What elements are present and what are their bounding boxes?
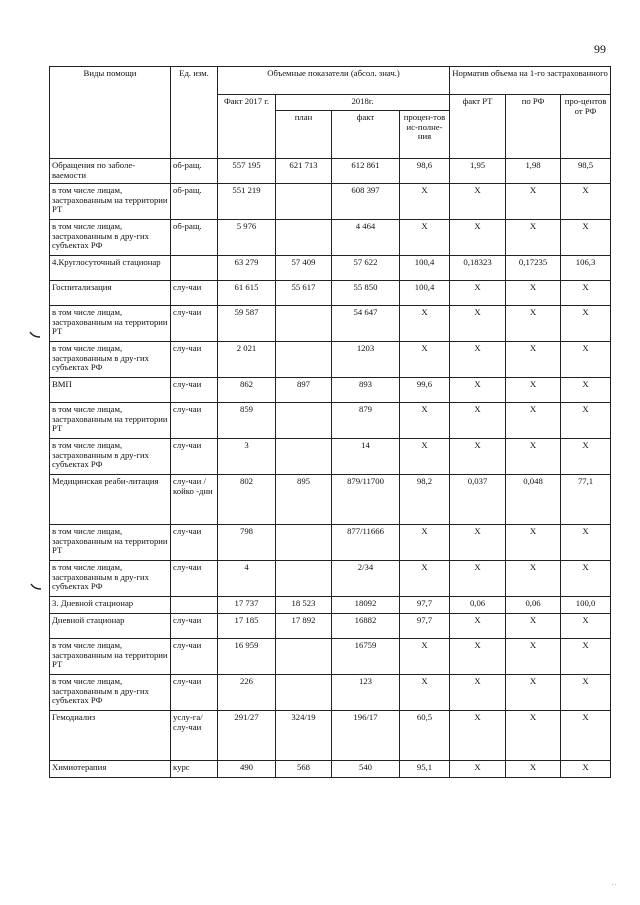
cell-plan [276,561,332,597]
cell-name: Медицинская реаби-литация [50,475,171,525]
cell-fact: 16759 [332,639,400,675]
cell-name: 3. Дневной стационар [50,597,171,614]
table-row [50,614,611,639]
cell-name: в том числе лицам, застрахованным на территории РТ [50,525,171,561]
cell-rf: Х [506,306,561,342]
cell-pct: 98,2 [400,475,450,525]
cell-prf: Х [561,711,611,761]
cell-frt: Х [450,306,506,342]
cell-prf: 77,1 [561,475,611,525]
cell-rf: Х [506,403,561,439]
cell-name: 4.Круглосуточный стационар [50,256,171,281]
cell-prf: Х [561,439,611,475]
table-row [50,306,611,342]
margin-check-mark-icon [29,331,41,339]
cell-plan: 17 892 [276,614,332,639]
cell-rf: Х [506,439,561,475]
header-rf: по РФ [506,95,561,159]
cell-name: в том числе лицам, застрахованным на территории РТ [50,639,171,675]
table-row [50,761,611,778]
cell-unit: слу-чаи [171,525,218,561]
cell-f2017: 557 195 [218,159,276,184]
cell-f2017: 4 [218,561,276,597]
cell-plan [276,639,332,675]
cell-fact: 879/11700 [332,475,400,525]
cell-f2017: 226 [218,675,276,711]
cell-rf: Х [506,525,561,561]
table-row [50,342,611,378]
cell-prf: Х [561,378,611,403]
header-norm: Норматив объема на 1-го застрахованного [450,67,611,95]
cell-name: Госпитализация [50,281,171,306]
cell-fact: 55 850 [332,281,400,306]
cell-f2017: 490 [218,761,276,778]
header-year-2018: 2018г. [276,95,450,111]
cell-plan: 897 [276,378,332,403]
cell-frt: Х [450,220,506,256]
cell-pct: Х [400,525,450,561]
cell-unit: услу-га/ слу-чаи [171,711,218,761]
cell-name: в том числе лицам, застрахованным в дру-гих субъектах РФ [50,561,171,597]
table-row [50,378,611,403]
cell-unit: слу-чаи /койко -дни [171,475,218,525]
cell-f2017: 63 279 [218,256,276,281]
cell-pct: 97,7 [400,597,450,614]
cell-fact: 14 [332,439,400,475]
cell-unit: слу-чаи [171,378,218,403]
cell-frt: Х [450,342,506,378]
cell-pct: 100,4 [400,256,450,281]
header-fact-rt: факт РТ [450,95,506,159]
cell-fact: 2/34 [332,561,400,597]
cell-fact: 879 [332,403,400,439]
cell-rf: Х [506,561,561,597]
header-percent-rf: про-центов от РФ [561,95,611,159]
header-fact-2017: Факт 2017 г. [218,95,276,159]
cell-f2017: 59 587 [218,306,276,342]
cell-rf: Х [506,614,561,639]
cell-f2017: 802 [218,475,276,525]
cell-frt: Х [450,614,506,639]
cell-pct: 60,5 [400,711,450,761]
cell-unit: об-ращ. [171,220,218,256]
cell-pct: 100,4 [400,281,450,306]
table-row [50,403,611,439]
cell-frt: Х [450,639,506,675]
cell-fact: 1203 [332,342,400,378]
cell-rf: 0,17235 [506,256,561,281]
cell-fact: 123 [332,675,400,711]
cell-prf: 106,3 [561,256,611,281]
table-row [50,256,611,281]
cell-fact: 196/17 [332,711,400,761]
table-row [50,159,611,184]
cell-pct: Х [400,306,450,342]
cell-f2017: 61 615 [218,281,276,306]
cell-plan: 895 [276,475,332,525]
cell-unit [171,256,218,281]
cell-prf: Х [561,761,611,778]
cell-fact: 18092 [332,597,400,614]
cell-prf: Х [561,561,611,597]
cell-name: в том числе лицам, застрахованным в дру-гих субъектах РФ [50,342,171,378]
cell-rf: Х [506,184,561,220]
header-plan: план [276,111,332,159]
cell-prf: Х [561,675,611,711]
cell-rf: Х [506,761,561,778]
cell-plan: 55 617 [276,281,332,306]
cell-rf: Х [506,675,561,711]
cell-rf: 0,06 [506,597,561,614]
cell-fact: 877/11666 [332,525,400,561]
cell-f2017: 2 021 [218,342,276,378]
cell-plan [276,306,332,342]
cell-name: в том числе лицам, застрахованным в дру-гих субъектах РФ [50,675,171,711]
cell-unit: слу-чаи [171,403,218,439]
table-row [50,281,611,306]
header-volume: Объемные показатели (абсол. знач.) [218,67,450,95]
cell-prf: Х [561,403,611,439]
cell-pct: 98,6 [400,159,450,184]
cell-plan: 568 [276,761,332,778]
cell-name: в том числе лицам, застрахованным в дру-гих субъектах РФ [50,439,171,475]
header-unit: Ед. изм. [171,67,218,159]
header-types: Виды помощи [50,67,171,159]
cell-prf: Х [561,281,611,306]
cell-name: в том числе лицам, застрахованным на территории РТ [50,306,171,342]
cell-rf: Х [506,639,561,675]
cell-frt: Х [450,711,506,761]
cell-pct: Х [400,675,450,711]
cell-frt: Х [450,281,506,306]
cell-f2017: 17 185 [218,614,276,639]
cell-fact: 54 647 [332,306,400,342]
cell-name: Гемодиализ [50,711,171,761]
cell-rf: Х [506,342,561,378]
header-fact: факт [332,111,400,159]
cell-frt: 0,06 [450,597,506,614]
cell-fact: 612 861 [332,159,400,184]
cell-prf: Х [561,614,611,639]
cell-plan [276,403,332,439]
cell-pct: Х [400,342,450,378]
table-row [50,439,611,475]
cell-name: в том числе лицам, застрахованным на территории РТ [50,403,171,439]
cell-pct: Х [400,561,450,597]
cell-pct: Х [400,639,450,675]
cell-plan [276,675,332,711]
cell-unit: слу-чаи [171,281,218,306]
cell-plan: 57 409 [276,256,332,281]
cell-prf: 98,5 [561,159,611,184]
cell-prf: 100,0 [561,597,611,614]
cell-prf: Х [561,525,611,561]
table-row [50,711,611,761]
cell-plan: 621 713 [276,159,332,184]
cell-pct: Х [400,439,450,475]
cell-f2017: 859 [218,403,276,439]
cell-frt: Х [450,184,506,220]
cell-plan [276,342,332,378]
cell-frt: Х [450,403,506,439]
corner-mark: ′ ′ [612,884,617,890]
cell-frt: Х [450,525,506,561]
cell-frt: Х [450,761,506,778]
cell-frt: Х [450,561,506,597]
cell-fact: 57 622 [332,256,400,281]
cell-fact: 608 397 [332,184,400,220]
cell-f2017: 3 [218,439,276,475]
table-row [50,184,611,220]
cell-pct: 99,6 [400,378,450,403]
cell-unit: слу-чаи [171,639,218,675]
cell-f2017: 16 959 [218,639,276,675]
cell-name: в том числе лицам, застрахованным на территории РТ [50,184,171,220]
cell-name: в том числе лицам, застрахованным в дру-гих субъектах РФ [50,220,171,256]
cell-frt: Х [450,378,506,403]
cell-unit: об-ращ. [171,184,218,220]
table-row [50,475,611,525]
cell-frt: 1,95 [450,159,506,184]
cell-rf: 0,048 [506,475,561,525]
margin-check-mark-icon [30,583,42,591]
cell-prf: Х [561,184,611,220]
cell-unit: слу-чаи [171,561,218,597]
cell-plan: 18 523 [276,597,332,614]
cell-unit: слу-чаи [171,614,218,639]
cell-rf: Х [506,281,561,306]
cell-pct: 97,7 [400,614,450,639]
cell-rf: 1,98 [506,159,561,184]
cell-rf: Х [506,378,561,403]
cell-unit: об-ращ. [171,159,218,184]
cell-plan [276,525,332,561]
cell-frt: 0,037 [450,475,506,525]
table-row [50,220,611,256]
cell-rf: Х [506,220,561,256]
cell-pct: 95,1 [400,761,450,778]
cell-frt: Х [450,439,506,475]
cell-name: Дневной стационар [50,614,171,639]
cell-fact: 893 [332,378,400,403]
cell-name: ВМП [50,378,171,403]
cell-fact: 16882 [332,614,400,639]
cell-pct: Х [400,403,450,439]
cell-f2017: 5 976 [218,220,276,256]
cell-frt: Х [450,675,506,711]
cell-f2017: 291/27 [218,711,276,761]
cell-unit: слу-чаи [171,675,218,711]
cell-f2017: 17 737 [218,597,276,614]
cell-unit: слу-чаи [171,306,218,342]
cell-plan [276,220,332,256]
page-number: 99 [594,42,606,56]
cell-pct: Х [400,220,450,256]
cell-name: Химиотерапия [50,761,171,778]
cell-prf: Х [561,639,611,675]
cell-fact: 4 464 [332,220,400,256]
table-row [50,597,611,614]
cell-frt: 0,18323 [450,256,506,281]
cell-f2017: 551 219 [218,184,276,220]
cell-f2017: 798 [218,525,276,561]
volume-indicators-table [49,66,611,778]
table-row [50,525,611,561]
cell-f2017: 862 [218,378,276,403]
table-row [50,639,611,675]
cell-rf: Х [506,711,561,761]
cell-unit: слу-чаи [171,342,218,378]
cell-plan: 324/19 [276,711,332,761]
cell-pct: Х [400,184,450,220]
table-row [50,675,611,711]
cell-plan [276,184,332,220]
cell-name: Обращения по заболе-ваемости [50,159,171,184]
cell-unit: слу-чаи [171,439,218,475]
cell-prf: Х [561,220,611,256]
cell-unit [171,597,218,614]
header-percent-exec: процен-тов ис-полне-ния [400,111,450,159]
cell-unit: курс [171,761,218,778]
cell-prf: Х [561,306,611,342]
cell-fact: 540 [332,761,400,778]
cell-plan [276,439,332,475]
cell-prf: Х [561,342,611,378]
table-row [50,561,611,597]
